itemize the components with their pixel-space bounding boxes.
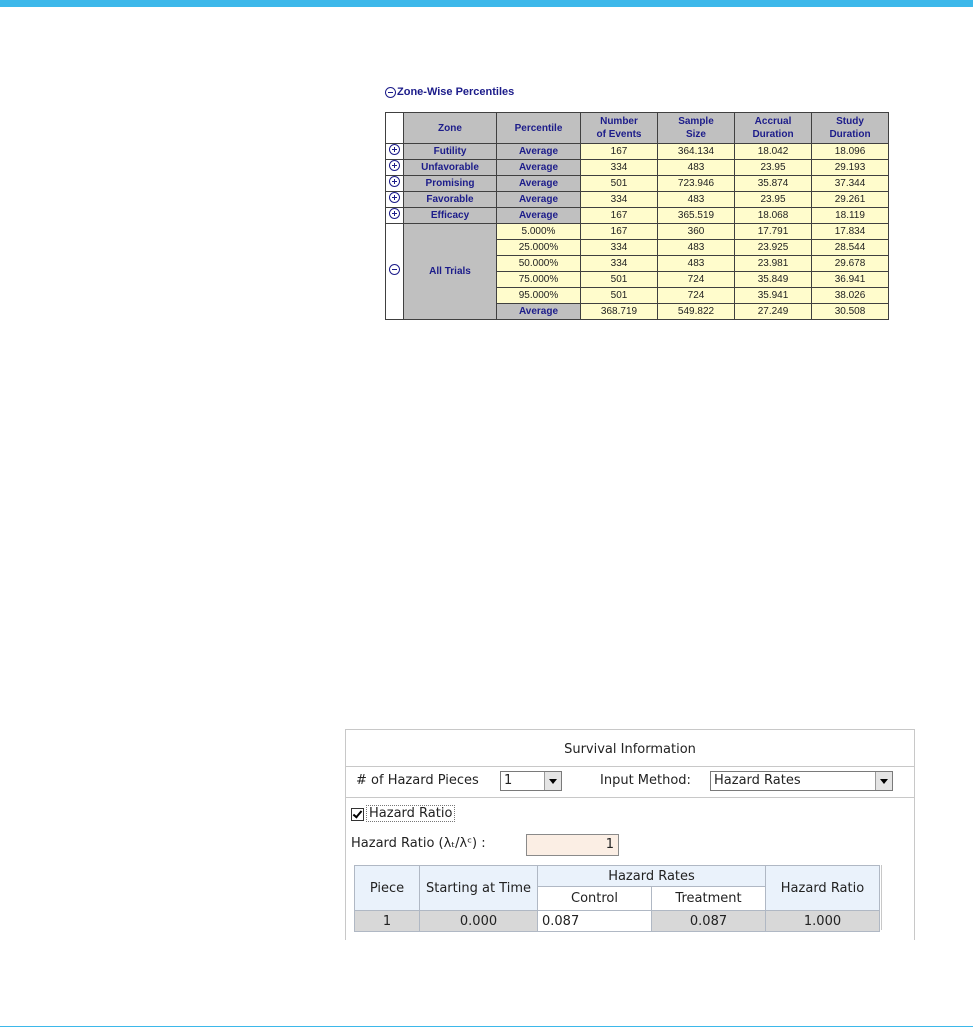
sample-cell: 365.519 xyxy=(658,208,735,224)
expand-icon[interactable] xyxy=(389,144,400,155)
hazard-ratio-field-label: Hazard Ratio (λₜ/λᶜ) : xyxy=(351,836,486,851)
survival-options-row xyxy=(346,766,914,798)
sample-cell: 724 xyxy=(658,288,735,304)
ratio-cell: 1.000 xyxy=(766,911,880,932)
study-cell: 29.261 xyxy=(812,192,889,208)
percentile-cell: Average xyxy=(497,144,581,160)
sample-cell: 483 xyxy=(658,160,735,176)
header-piece: Piece xyxy=(355,866,420,911)
percentile-cell: Average xyxy=(497,176,581,192)
expand-futility[interactable] xyxy=(386,144,404,160)
zone-cell: Favorable xyxy=(404,192,497,208)
expand-unfavorable[interactable] xyxy=(386,160,404,176)
sample-cell: 723.946 xyxy=(658,176,735,192)
survival-information-panel xyxy=(345,729,915,940)
header-hazard-rates: Hazard Rates xyxy=(538,866,766,887)
expand-icon[interactable] xyxy=(389,192,400,203)
header-sample: Sample Size xyxy=(658,113,735,144)
hazard-rates-table xyxy=(354,865,880,932)
accrual-cell: 23.925 xyxy=(735,240,812,256)
bottom-accent-line xyxy=(0,1026,973,1027)
accrual-cell: 18.042 xyxy=(735,144,812,160)
table-row xyxy=(386,176,889,192)
percentile-cell: Average xyxy=(497,208,581,224)
header-zone: Zone xyxy=(404,113,497,144)
table-row xyxy=(386,224,889,240)
sample-cell: 360 xyxy=(658,224,735,240)
table-row xyxy=(386,192,889,208)
hazard-ratio-checkbox[interactable] xyxy=(351,808,364,821)
table-scrollbar[interactable] xyxy=(881,865,894,930)
hazard-ratio-input[interactable]: 1 xyxy=(526,834,619,856)
study-cell: 18.119 xyxy=(812,208,889,224)
accrual-cell: 23.95 xyxy=(735,160,812,176)
control-rate-input[interactable]: 0.087 xyxy=(538,911,652,932)
table-row xyxy=(355,911,880,932)
sample-cell: 724 xyxy=(658,272,735,288)
expand-icon[interactable] xyxy=(389,208,400,219)
study-cell: 29.193 xyxy=(812,160,889,176)
expand-efficacy[interactable] xyxy=(386,208,404,224)
header-control: Control xyxy=(538,887,652,911)
expand-promising[interactable] xyxy=(386,176,404,192)
events-cell: 501 xyxy=(581,272,658,288)
accrual-cell: 23.981 xyxy=(735,256,812,272)
events-cell: 334 xyxy=(581,192,658,208)
accrual-cell: 35.941 xyxy=(735,288,812,304)
input-method-value: Hazard Rates xyxy=(714,773,801,788)
zone-cell: Promising xyxy=(404,176,497,192)
zone-wise-title[interactable] xyxy=(385,86,514,98)
accrual-cell: 35.849 xyxy=(735,272,812,288)
percentile-cell: Average xyxy=(497,304,581,320)
table-row xyxy=(386,144,889,160)
accrual-cell: 17.791 xyxy=(735,224,812,240)
sample-cell: 483 xyxy=(658,240,735,256)
table-row xyxy=(386,160,889,176)
zone-cell: Efficacy xyxy=(404,208,497,224)
percentile-cell: 95.000% xyxy=(497,288,581,304)
study-cell: 29.678 xyxy=(812,256,889,272)
study-cell: 28.544 xyxy=(812,240,889,256)
study-cell: 30.508 xyxy=(812,304,889,320)
percentile-cell: Average xyxy=(497,192,581,208)
accrual-cell: 27.249 xyxy=(735,304,812,320)
survival-title: Survival Information xyxy=(564,742,696,757)
events-cell: 368.719 xyxy=(581,304,658,320)
percentile-cell: 5.000% xyxy=(497,224,581,240)
sample-cell: 483 xyxy=(658,256,735,272)
percentile-cell: Average xyxy=(497,160,581,176)
header-accrual: Accrual Duration xyxy=(735,113,812,144)
collapse-icon[interactable] xyxy=(389,264,400,275)
events-cell: 334 xyxy=(581,256,658,272)
percentile-cell: 50.000% xyxy=(497,256,581,272)
header-events: Number of Events xyxy=(581,113,658,144)
study-cell: 38.026 xyxy=(812,288,889,304)
expand-icon[interactable] xyxy=(389,176,400,187)
hazard-pieces-label: # of Hazard Pieces xyxy=(356,773,479,788)
header-blank xyxy=(386,113,404,144)
events-cell: 501 xyxy=(581,176,658,192)
events-cell: 501 xyxy=(581,288,658,304)
zone-cell: Unfavorable xyxy=(404,160,497,176)
hazard-ratio-checkbox-label[interactable]: Hazard Ratio xyxy=(366,805,455,822)
table-row xyxy=(386,208,889,224)
sample-cell: 483 xyxy=(658,192,735,208)
input-method-select[interactable] xyxy=(710,771,893,791)
chevron-down-icon[interactable] xyxy=(544,772,561,790)
study-cell: 36.941 xyxy=(812,272,889,288)
collapse-all-trials[interactable] xyxy=(386,224,404,320)
events-cell: 167 xyxy=(581,144,658,160)
events-cell: 334 xyxy=(581,240,658,256)
expand-icon[interactable] xyxy=(389,160,400,171)
start-cell: 0.000 xyxy=(420,911,538,932)
study-cell: 18.096 xyxy=(812,144,889,160)
chevron-down-icon[interactable] xyxy=(875,772,892,790)
zone-cell-all-trials: All Trials xyxy=(404,224,497,320)
accrual-cell: 18.068 xyxy=(735,208,812,224)
expand-favorable[interactable] xyxy=(386,192,404,208)
treatment-rate-cell: 0.087 xyxy=(652,911,766,932)
header-study: Study Duration xyxy=(812,113,889,144)
collapse-icon[interactable] xyxy=(385,87,396,98)
events-cell: 334 xyxy=(581,160,658,176)
header-starting-time: Starting at Time xyxy=(420,866,538,911)
study-cell: 17.834 xyxy=(812,224,889,240)
hazard-pieces-select[interactable] xyxy=(500,771,562,791)
zone-table-header xyxy=(386,113,889,144)
sample-cell: 549.822 xyxy=(658,304,735,320)
piece-cell: 1 xyxy=(355,911,420,932)
accrual-cell: 35.874 xyxy=(735,176,812,192)
zone-wise-table xyxy=(385,112,889,320)
header-hazard-ratio: Hazard Ratio xyxy=(766,866,880,911)
header-percentile: Percentile xyxy=(497,113,581,144)
percentile-cell: 25.000% xyxy=(497,240,581,256)
events-cell: 167 xyxy=(581,224,658,240)
top-accent-bar xyxy=(0,0,973,7)
header-treatment: Treatment xyxy=(652,887,766,911)
hazard-pieces-value: 1 xyxy=(504,773,513,788)
zone-cell: Futility xyxy=(404,144,497,160)
accrual-cell: 23.95 xyxy=(735,192,812,208)
sample-cell: 364.134 xyxy=(658,144,735,160)
zone-wise-title-text: Zone-Wise Percentiles xyxy=(397,86,515,98)
events-cell: 167 xyxy=(581,208,658,224)
input-method-label: Input Method: xyxy=(600,773,691,788)
study-cell: 37.344 xyxy=(812,176,889,192)
percentile-cell: 75.000% xyxy=(497,272,581,288)
